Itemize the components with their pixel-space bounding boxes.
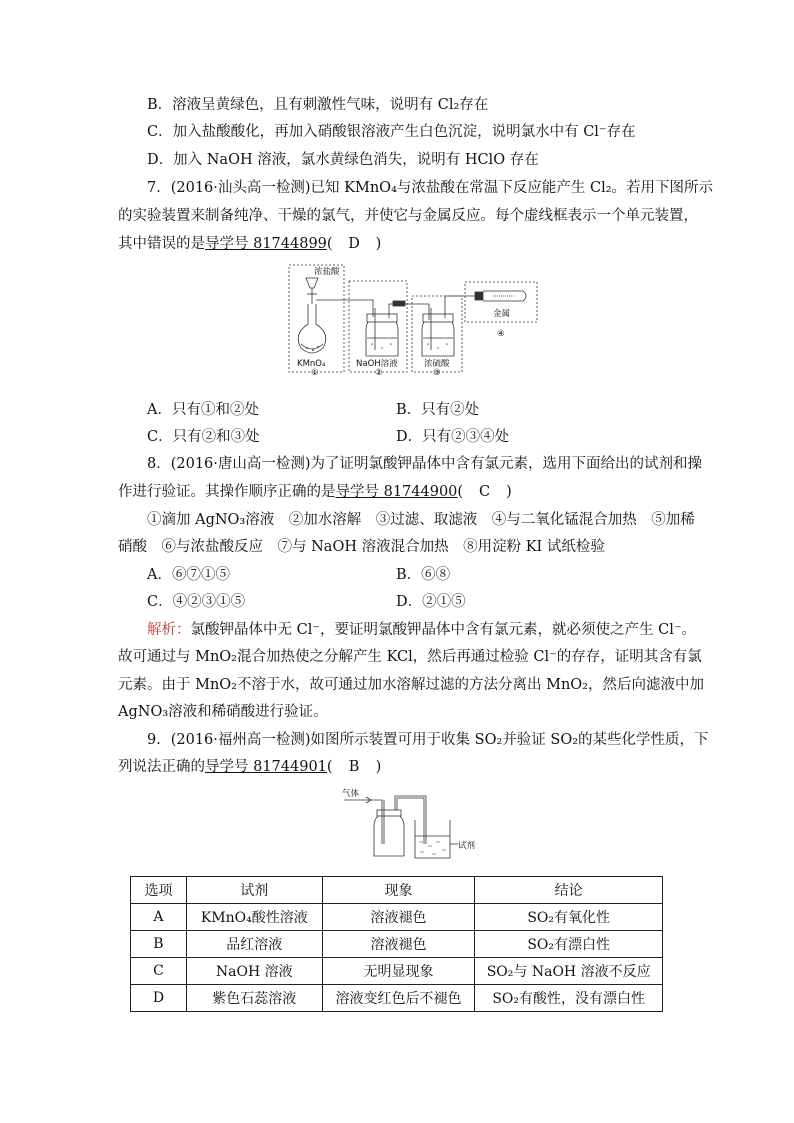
table-cell: 溶液褪色 (322, 931, 475, 958)
q8-stem-text: 作进行验证。其操作顺序正确的是 (118, 484, 336, 500)
table-cell: 无明显现象 (322, 958, 475, 985)
table-cell: C (131, 958, 187, 985)
table-row (131, 958, 663, 985)
table-header-conclusion: 结论 (475, 877, 663, 904)
q7-option-b: B．只有②处 (396, 402, 480, 418)
q8-explanation-line2: 故可通过与 MnO₂混合加热使之分解产生 KCl，然后再通过检验 Cl⁻的存存，证明其含有氯 (118, 649, 702, 665)
table-cell: 溶液变红色后不褪色 (322, 985, 475, 1012)
table-cell: 紫色石蕊溶液 (186, 985, 322, 1012)
q7-label-unit4: ④ (497, 329, 505, 339)
q9-results-table (130, 876, 663, 1012)
q8-explanation-text1: 氯酸钾晶体中无 Cl⁻，要证明氯酸钾晶体中含有氯元素，就必须使之产生 Cl⁻。 (190, 622, 696, 638)
q8-steps-line2: 硝酸 ⑥与浓盐酸反应 ⑦与 NaOH 溶液混合加热 ⑧用淀粉 KI 试纸检验 (118, 539, 605, 555)
q9-stem-line2: 列说法正确的导学号 81744901( B ) (118, 759, 382, 775)
q9-label-reagent: 试剂 (458, 841, 476, 851)
table-row (131, 985, 663, 1012)
table-cell: B (131, 931, 187, 958)
table-row (131, 904, 663, 931)
table-header-row (131, 877, 663, 904)
q8-steps-line1: ①滴加 AgNO₃溶液 ②加水溶解 ③过滤、取滤液 ④与二氧化锰混合加热 ⑤加稀 (147, 512, 695, 528)
q7-stem-line2: 的实验装置来制备纯净、干燥的氯气，并使它与金属反应。每个虚线框表示一个单元装置， (118, 208, 698, 224)
q7-label-metal: 金属 (493, 309, 511, 319)
q8-stem-line2: 作进行验证。其操作顺序正确的是导学号 81744900( C ) (118, 484, 512, 500)
q7-option-c: C．只有②和③处 (147, 429, 260, 445)
q7-stem-line3: 其中错误的是导学号 81744899( D ) (118, 236, 382, 252)
q7-stem-text: 其中错误的是 (118, 236, 205, 252)
q7-guide-number[interactable]: 导学号 81744899 (205, 236, 327, 252)
q8-option-b: B．⑥⑧ (396, 567, 451, 583)
q8-option-a: A．⑥⑦①⑤ (147, 567, 230, 583)
table-cell: SO₂有氧化性 (475, 904, 663, 931)
q7-label-kmno4: KMnO₄ (297, 359, 326, 369)
q7-label-acid: 浓盐酸 (314, 267, 340, 277)
q9-label-gas: 气体 (342, 789, 360, 799)
q9-stem-line1: 9．(2016·福州高一检测)如图所示装置可用于收集 SO₂并验证 SO₂的某些化学性质，下 (147, 732, 709, 748)
table-header-phenomenon: 现象 (322, 877, 475, 904)
q8-explanation-line1 (147, 620, 696, 640)
q7-answer: D (348, 236, 360, 252)
q9-stem-text: 列说法正确的 (118, 759, 205, 775)
q7-option-d: D．只有②③④处 (396, 429, 510, 445)
q7-label-naoh: NaOH溶液 (356, 359, 398, 369)
q8-explanation-line4: AgNO₃溶液和稀硝酸进行验证。 (118, 704, 328, 720)
q6-option-d: D．加入 NaOH 溶液，氯水黄绿色消失，说明有 HClO 存在 (147, 152, 539, 168)
table-row (131, 931, 663, 958)
q7-option-a: A．只有①和②处 (147, 402, 259, 418)
q8-stem-line1: 8．(2016·唐山高一检测)为了证明氯酸钾晶体中含有氯元素，选用下面给出的试剂和操 (147, 456, 703, 472)
q7-apparatus-diagram (287, 264, 543, 376)
table-cell: NaOH 溶液 (186, 958, 322, 985)
table-cell: 溶液褪色 (322, 904, 475, 931)
q6-option-c: C．加入盐酸酸化，再加入硝酸银溶液产生白色沉淀，说明氯水中有 Cl⁻存在 (147, 124, 636, 140)
q7-stem-line1: 7．(2016·汕头高一检测)已知 KMnO₄与浓盐酸在常温下反应能产生 Cl₂。若用下图所示 (147, 180, 714, 196)
q8-answer: C (479, 484, 491, 500)
q8-option-d: D．②①⑤ (396, 594, 466, 610)
table-header-reagent: 试剂 (186, 877, 322, 904)
q7-label-h2so4: 浓硫酸 (424, 359, 450, 369)
q7-label-unit3: ③ (433, 368, 441, 376)
table-cell: 品红溶液 (186, 931, 322, 958)
table-cell: SO₂与 NaOH 溶液不反应 (475, 958, 663, 985)
table-cell: A (131, 904, 187, 931)
table-cell: SO₂有酸性，没有漂白性 (475, 985, 663, 1012)
q8-explanation-line3: 元素。由于 MnO₂不溶于水，故可通过加水溶解过滤的方法分离出 MnO₂，然后向滤液中加 (118, 677, 704, 693)
q6-option-b: B．溶液呈黄绿色，且有刺激性气味，说明有 Cl₂存在 (147, 97, 489, 113)
table-cell: SO₂有漂白性 (475, 931, 663, 958)
q9-guide-number[interactable]: 导学号 81744901 (205, 759, 327, 775)
q8-option-c: C．④②③①⑤ (147, 594, 246, 610)
table-cell: KMnO₄酸性溶液 (186, 904, 322, 931)
q8-guide-number[interactable]: 导学号 81744900 (335, 484, 458, 500)
q7-label-unit1: ① (311, 368, 319, 376)
q9-apparatus-diagram (340, 786, 480, 866)
table-header-option: 选项 (131, 877, 187, 904)
q9-answer: B (348, 759, 360, 775)
q7-label-unit2: ② (375, 368, 383, 376)
table-cell: D (131, 985, 187, 1012)
q8-explanation-label: 解析： (147, 622, 191, 638)
